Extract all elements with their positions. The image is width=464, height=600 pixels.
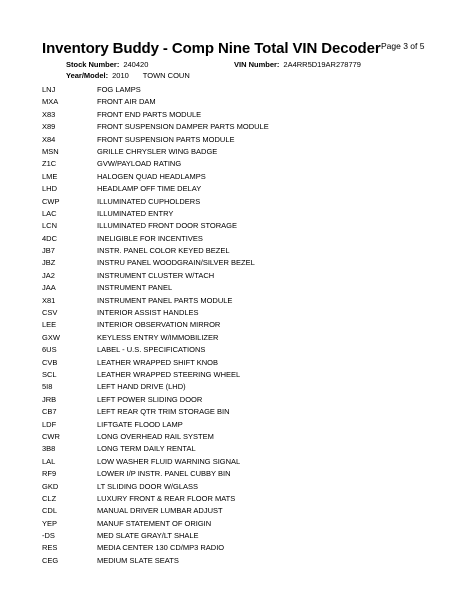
- option-description: LIFTGATE FLOOD LAMP: [97, 419, 183, 429]
- stock-number-label: Stock Number:: [66, 60, 120, 69]
- option-code: RF9: [42, 469, 57, 479]
- option-description: LT SLIDING DOOR W/GLASS: [97, 481, 198, 491]
- option-code: GXW: [42, 332, 60, 342]
- option-code-row: [42, 505, 442, 517]
- option-code-row: [42, 406, 442, 418]
- option-code: JA2: [42, 270, 55, 280]
- option-code: JBZ: [42, 258, 56, 268]
- option-description: INSTRUMENT CLUSTER W/TACH: [97, 270, 215, 280]
- option-code-row: [42, 220, 442, 232]
- option-code: 5I8: [42, 382, 53, 392]
- page-number: Page 3 of 5: [381, 41, 425, 51]
- option-code-row: [42, 134, 442, 146]
- option-description: KEYLESS ENTRY W/IMMOBILIZER: [97, 332, 219, 342]
- option-description: LEFT HAND DRIVE (LHD): [97, 382, 186, 392]
- option-code: LME: [42, 171, 58, 181]
- option-code: SCL: [42, 369, 57, 379]
- option-description: MED SLATE GRAY/LT SHALE: [97, 531, 199, 541]
- option-code-row: [42, 233, 442, 245]
- option-code: LNJ: [42, 85, 56, 94]
- option-description: FRONT AIR DAM: [97, 97, 156, 107]
- option-code-row: [42, 493, 442, 505]
- option-description: ILLUMINATED ENTRY: [97, 208, 174, 218]
- option-code-row: [42, 431, 442, 443]
- option-code-row: [42, 84, 442, 96]
- option-code-list: [42, 84, 442, 567]
- option-code: X83: [42, 109, 56, 119]
- option-code: JB7: [42, 246, 55, 256]
- vin-number-label: VIN Number:: [234, 60, 280, 69]
- option-code-row: [42, 381, 442, 393]
- option-code: -DS: [42, 531, 55, 541]
- option-code-row: [42, 295, 442, 307]
- option-description: INSTRUMENT PANEL: [97, 283, 173, 293]
- option-description: LOWER I/P INSTR. PANEL CUBBY BIN: [97, 469, 231, 479]
- option-code: X81: [42, 295, 56, 305]
- option-code: Z1C: [42, 159, 57, 169]
- option-code: MXA: [42, 97, 59, 107]
- option-description: INSTRU PANEL WOODGRAIN/SILVER BEZEL: [97, 258, 255, 268]
- option-code: 6US: [42, 345, 57, 355]
- option-code-row: [42, 245, 442, 257]
- option-description: INSTR. PANEL COLOR KEYED BEZEL: [97, 246, 230, 256]
- option-code-row: [42, 109, 442, 121]
- option-code-row: [42, 443, 442, 455]
- option-code: 4DC: [42, 233, 58, 243]
- option-description: MANUF STATEMENT OF ORIGIN: [97, 518, 212, 528]
- option-code: 3B8: [42, 444, 56, 454]
- vin-number-value: 2A4RR5D19AR278779: [283, 60, 361, 69]
- year-model-line: [66, 71, 190, 80]
- option-description: INTERIOR OBSERVATION MIRROR: [97, 320, 221, 330]
- option-code: CDL: [42, 506, 58, 516]
- option-description: MEDIA CENTER 130 CD/MP3 RADIO: [97, 543, 225, 553]
- option-code-row: [42, 456, 442, 468]
- option-code-row: [42, 530, 442, 542]
- option-description: LONG TERM DAILY RENTAL: [97, 444, 196, 454]
- year-model-label: Year/Model:: [66, 71, 109, 80]
- option-code-row: [42, 542, 442, 554]
- option-code: CVB: [42, 357, 58, 367]
- option-code: JAA: [42, 283, 56, 293]
- option-code: GKD: [42, 481, 59, 491]
- option-code: LAL: [42, 456, 56, 466]
- option-code-row: [42, 419, 442, 431]
- option-code: RES: [42, 543, 58, 553]
- option-code: CEG: [42, 555, 59, 565]
- document-title: Inventory Buddy - Comp Nine Total VIN Decoder: [42, 40, 381, 57]
- option-code-row: [42, 171, 442, 183]
- option-description: GRILLE CHRYSLER WING BADGE: [97, 146, 218, 156]
- option-code-row: [42, 344, 442, 356]
- option-description: FRONT SUSPENSION DAMPER PARTS MODULE: [97, 122, 269, 132]
- option-code-row: [42, 555, 442, 567]
- option-code-row: [42, 369, 442, 381]
- option-description: LEATHER WRAPPED STEERING WHEEL: [97, 369, 241, 379]
- option-description: FRONT END PARTS MODULE: [97, 109, 202, 119]
- option-code-row: [42, 307, 442, 319]
- model-value: TOWN COUN: [142, 71, 190, 80]
- option-description: MEDIUM SLATE SEATS: [97, 555, 179, 565]
- option-description: ILLUMINATED FRONT DOOR STORAGE: [97, 221, 238, 231]
- option-code: CLZ: [42, 493, 57, 503]
- option-code-row: [42, 332, 442, 344]
- option-description: LOW WASHER FLUID WARNING SIGNAL: [97, 456, 241, 466]
- option-description: LEFT POWER SLIDING DOOR: [97, 394, 203, 404]
- option-code: CB7: [42, 407, 57, 417]
- option-code-row: [42, 96, 442, 108]
- option-code-row: [42, 394, 442, 406]
- option-code-row: [42, 282, 442, 294]
- option-code-row: [42, 158, 442, 170]
- option-description: LEFT REAR QTR TRIM STORAGE BIN: [97, 407, 230, 417]
- option-code-row: [42, 319, 442, 331]
- option-code-row: [42, 208, 442, 220]
- option-code: JRB: [42, 394, 57, 404]
- option-description: INSTRUMENT PANEL PARTS MODULE: [97, 295, 233, 305]
- option-description: FRONT SUSPENSION PARTS MODULE: [97, 134, 235, 144]
- option-description: LABEL - U.S. SPECIFICATIONS: [97, 345, 206, 355]
- option-code: CWP: [42, 196, 60, 206]
- option-code: CSV: [42, 308, 58, 318]
- option-description: GVW/PAYLOAD RATING: [97, 159, 182, 169]
- year-value: 2010: [112, 71, 129, 80]
- option-code-row: [42, 468, 442, 480]
- option-description: FOG LAMPS: [97, 85, 141, 94]
- option-description: INTERIOR ASSIST HANDLES: [97, 308, 199, 318]
- option-code-row: [42, 257, 442, 269]
- option-code-row: [42, 121, 442, 133]
- option-description: LONG OVERHEAD RAIL SYSTEM: [97, 431, 214, 441]
- option-code: X89: [42, 122, 56, 132]
- option-code: LAC: [42, 208, 57, 218]
- stock-number-value: 240420: [123, 60, 149, 69]
- option-code-row: [42, 518, 442, 530]
- option-description: LUXURY FRONT & REAR FLOOR MATS: [97, 493, 236, 503]
- option-code-row: [42, 270, 442, 282]
- option-code: LCN: [42, 221, 58, 231]
- option-code-row: [42, 481, 442, 493]
- option-code: LHD: [42, 184, 58, 194]
- option-code: LDF: [42, 419, 57, 429]
- option-code: YEP: [42, 518, 58, 528]
- option-code: LEE: [42, 320, 57, 330]
- option-code: CWR: [42, 431, 60, 441]
- option-description: LEATHER WRAPPED SHIFT KNOB: [97, 357, 218, 367]
- option-description: INELIGIBLE FOR INCENTIVES: [97, 233, 203, 243]
- option-code-row: [42, 183, 442, 195]
- option-code-row: [42, 357, 442, 369]
- vin-number-line: [234, 60, 361, 69]
- stock-number-line: [66, 60, 148, 69]
- option-description: MANUAL DRIVER LUMBAR ADJUST: [97, 506, 223, 516]
- option-code: MSN: [42, 146, 59, 156]
- option-code-row: [42, 146, 442, 158]
- option-description: HALOGEN QUAD HEADLAMPS: [97, 171, 206, 181]
- option-description: HEADLAMP OFF TIME DELAY: [97, 184, 202, 194]
- option-description: ILLUMINATED CUPHOLDERS: [97, 196, 201, 206]
- option-code-row: [42, 196, 442, 208]
- option-code: X84: [42, 134, 56, 144]
